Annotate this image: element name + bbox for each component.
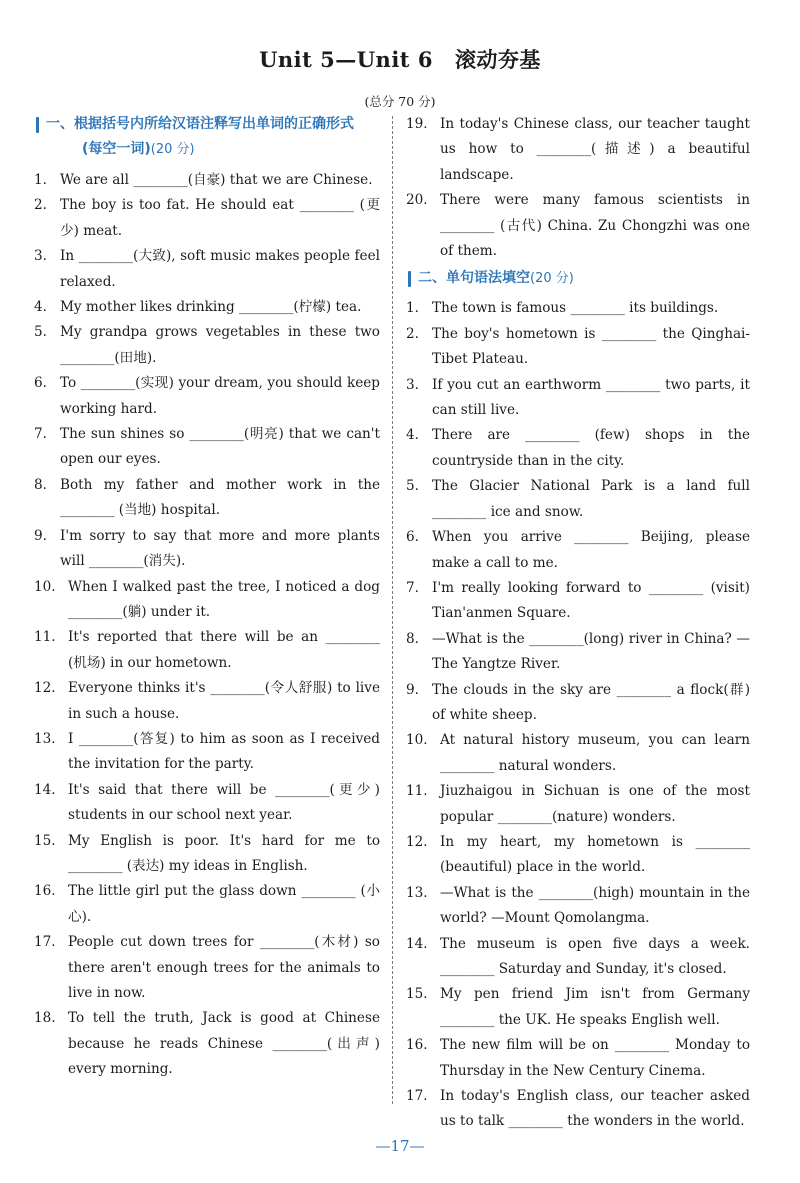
question-text: Everyone thinks it's ________(令人舒服) to live in such a house. — [68, 680, 380, 722]
question-text: The little girl put the glass down ________ (小心). — [68, 883, 380, 925]
question-number: 14. — [406, 935, 428, 952]
question-item — [34, 625, 380, 676]
question-number: 15. — [34, 832, 56, 849]
question-item — [406, 373, 750, 424]
question-number: 16. — [34, 883, 56, 900]
question-item — [406, 525, 750, 576]
question-text: In my heart, my hometown is ________ (beautiful) place in the world. — [440, 833, 750, 876]
question-item — [406, 982, 750, 1033]
question-item — [34, 371, 380, 422]
question-text: The new film will be on ________ Monday to Thursday in the New Century Cinema. — [440, 1037, 750, 1079]
question-number: 4. — [406, 427, 419, 444]
question-text: It's reported that there will be an ________ (机场) in our hometown. — [68, 629, 380, 671]
question-number: 17. — [34, 934, 56, 951]
question-number: 5. — [34, 324, 47, 341]
question-text: The sun shines so ________(明亮) that we can't open our eyes. — [60, 426, 380, 468]
section1-list — [34, 168, 380, 1083]
question-item — [34, 244, 380, 295]
question-text: The museum is open five days a week. ________ Saturday and Sunday, it's closed. — [440, 935, 750, 977]
question-item — [406, 627, 750, 678]
title-main: Unit 5—Unit 6 — [259, 47, 433, 72]
question-text: To ________(实现) your dream, you should keep working hard. — [60, 375, 380, 417]
question-item — [406, 112, 750, 188]
question-text: There were many famous scientists in ________ (古代) China. Zu Chongzhi was one of them. — [440, 192, 750, 260]
page-number: —17— — [375, 1137, 425, 1155]
question-number: 3. — [406, 376, 419, 393]
question-text: In today's English class, our teacher asked us to talk ________ the wonders in the world. — [440, 1088, 750, 1130]
question-text: I'm really looking forward to ________ (visit) Tian'anmen Square. — [432, 579, 750, 622]
question-number: 2. — [406, 325, 419, 342]
question-item — [34, 575, 380, 626]
question-text: In ________(大致), soft music makes people feel relaxed. — [60, 248, 380, 290]
question-text: The boy's hometown is ________ the Qinghai-Tibet Plateau. — [432, 325, 750, 368]
question-item — [34, 473, 380, 524]
question-item — [406, 932, 750, 983]
question-number: 8. — [34, 476, 47, 493]
question-item — [406, 1084, 750, 1135]
question-number: 15. — [406, 986, 428, 1003]
section-marker — [408, 271, 411, 287]
question-item — [406, 296, 750, 321]
question-item — [406, 576, 750, 627]
question-number: 9. — [406, 681, 419, 698]
question-number: 10. — [34, 578, 56, 595]
right-column — [406, 112, 750, 1135]
question-text: We are all ________(自豪) that we are Chinese. — [60, 172, 373, 188]
question-number: 8. — [406, 630, 419, 647]
question-text: I'm sorry to say that more and more plants will ________(消失). — [60, 527, 380, 570]
question-item — [406, 322, 750, 373]
section1-heading — [34, 112, 380, 162]
question-number: 18. — [34, 1010, 56, 1027]
section2-list — [406, 296, 750, 1134]
page-title — [0, 44, 800, 74]
question-item — [34, 524, 380, 575]
question-text: There are ________ (few) shops in the countryside than in the city. — [432, 427, 750, 469]
column-divider — [392, 116, 393, 1104]
question-number: 14. — [34, 781, 56, 798]
question-item — [406, 779, 750, 830]
question-item — [34, 1006, 380, 1082]
section2-points: (20 分) — [530, 271, 574, 287]
question-item — [34, 295, 380, 320]
question-text: In today's Chinese class, our teacher taught us how to ________(描述) a beautiful landscape. — [440, 116, 750, 183]
question-item — [34, 193, 380, 244]
question-text: Jiuzhaigou in Sichuan is one of the most popular ________(nature) wonders. — [440, 783, 750, 825]
question-number: 11. — [406, 783, 428, 800]
question-item — [34, 778, 380, 829]
question-text: My grandpa grows vegetables in these two ________(田地). — [60, 324, 380, 366]
question-text: To tell the truth, Jack is good at Chinese because he reads Chinese ________(出声) every morning. — [68, 1010, 380, 1078]
question-number: 12. — [34, 680, 56, 697]
question-item — [34, 829, 380, 880]
question-number: 3. — [34, 248, 47, 265]
section-marker — [36, 117, 39, 133]
question-number: 7. — [406, 579, 419, 596]
question-item — [406, 728, 750, 779]
question-number: 13. — [406, 884, 428, 901]
question-number: 6. — [34, 375, 47, 392]
question-item — [406, 474, 750, 525]
question-number: 20. — [406, 192, 428, 209]
question-item — [34, 930, 380, 1006]
question-number: 10. — [406, 732, 428, 749]
question-number: 16. — [406, 1037, 428, 1054]
section2-heading — [406, 266, 750, 291]
question-text: At natural history museum, you can learn ________ natural wonders. — [440, 732, 750, 774]
section2-heading-text: 二、单句语法填空 — [418, 270, 530, 287]
question-item — [406, 1033, 750, 1084]
left-column — [34, 112, 380, 1083]
question-number: 2. — [34, 197, 47, 214]
section1-continued-list — [406, 112, 750, 264]
question-number: 5. — [406, 478, 419, 495]
question-text: The boy is too fat. He should eat ________ (更少) meat. — [60, 197, 380, 239]
question-text: If you cut an earthworm ________ two parts, it can still live. — [432, 376, 750, 419]
question-number: 1. — [406, 300, 419, 317]
question-item — [34, 422, 380, 473]
question-item — [34, 727, 380, 778]
question-text: Both my father and mother work in the ________ (当地) hospital. — [60, 476, 380, 519]
section1-points: (20 分) — [150, 142, 195, 157]
question-item — [34, 168, 380, 193]
total-score: (总分 70 分) — [364, 94, 436, 109]
question-text: My pen friend Jim isn't from Germany ________ the UK. He speaks English well. — [440, 986, 750, 1028]
question-item — [34, 879, 380, 930]
question-text: The Glacier National Park is a land full ________ ice and snow. — [432, 478, 750, 520]
question-number: 7. — [34, 426, 47, 443]
question-item — [406, 881, 750, 932]
question-text: —What is the ________(high) mountain in the world? —Mount Qomolangma. — [440, 884, 750, 927]
question-text: When I walked past the tree, I noticed a dog ________(躺) under it. — [68, 578, 380, 620]
question-item — [34, 676, 380, 727]
question-item — [406, 830, 750, 881]
question-text: I ________(答复) to him as soon as I received the invitation for the party. — [68, 730, 380, 773]
question-number: 1. — [34, 172, 47, 188]
question-text: My English is poor. It's hard for me to ________ (表达) my ideas in English. — [68, 832, 380, 874]
question-text: When you arrive ________ Beijing, please make a call to me. — [432, 529, 750, 571]
section1-heading-line1: 一、根据括号内所给汉语注释写出单词的正确形式 — [46, 116, 354, 132]
question-text: —What is the ________(long) river in China? —The Yangtze River. — [432, 630, 750, 673]
question-number: 13. — [34, 730, 56, 747]
question-number: 9. — [34, 527, 47, 544]
question-number: 4. — [34, 299, 47, 316]
question-text: It's said that there will be ________(更少) students in our school next year. — [68, 781, 380, 824]
question-text: People cut down trees for ________(木材) so there aren't enough trees for the animals to live in now. — [68, 934, 380, 1001]
question-item — [406, 678, 750, 729]
question-number: 17. — [406, 1088, 428, 1105]
question-item — [34, 320, 380, 371]
question-text: The clouds in the sky are ________ a flock(群) of white sheep. — [432, 681, 750, 723]
question-item — [406, 423, 750, 474]
question-number: 11. — [34, 629, 56, 646]
question-number: 19. — [406, 116, 428, 132]
section1-heading-line2: (每空一词) — [82, 141, 151, 157]
question-number: 12. — [406, 833, 428, 850]
question-item — [406, 188, 750, 264]
question-text: My mother likes drinking ________(柠檬) tea. — [60, 299, 362, 316]
title-sub: 滚动夯基 — [454, 47, 541, 72]
question-number: 6. — [406, 529, 419, 546]
question-text: The town is famous ________ its buildings. — [432, 300, 719, 317]
